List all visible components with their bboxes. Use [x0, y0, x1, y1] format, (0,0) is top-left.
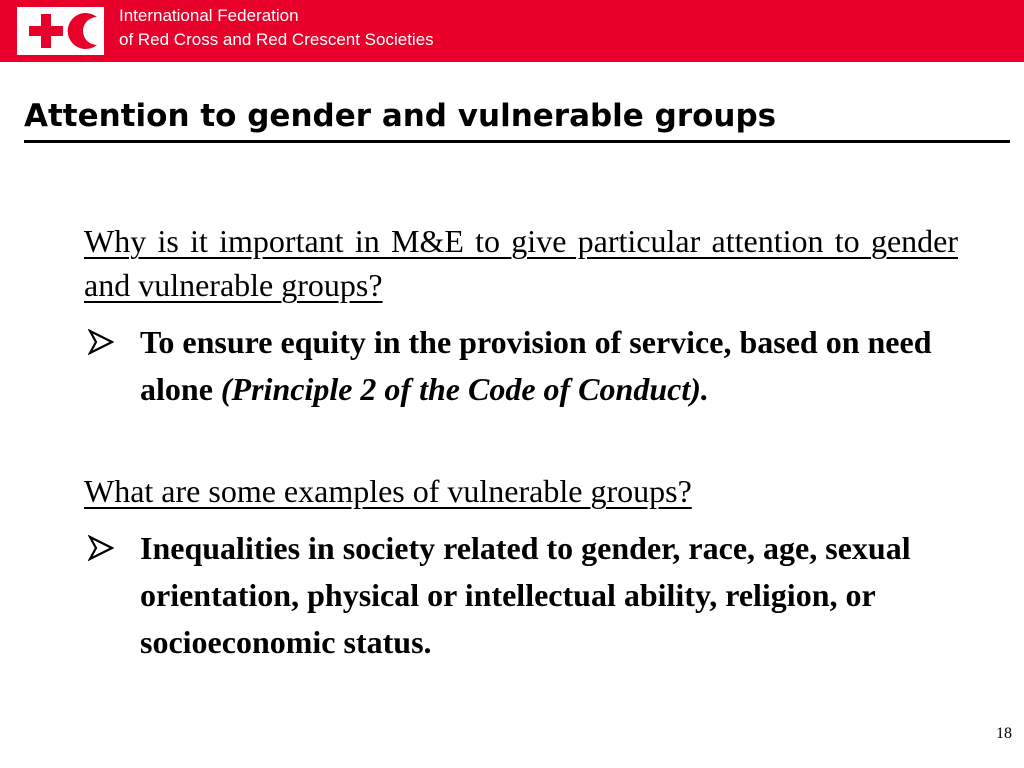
red-cross-red-crescent-icon	[17, 7, 104, 55]
bullet-equity-citation: (Principle 2 of the Code of Conduct).	[220, 371, 709, 407]
arrow-bullet-icon	[88, 329, 114, 355]
organization-name	[119, 4, 434, 52]
bullet-inequalities-text: Inequalities in society related to gender, race, age, sexual orientation, physical or intellectual ability, religion, or socioeconomic status.	[140, 530, 911, 660]
bullet-equity-text: To ensure equity in the provision of service, based on need alone	[140, 324, 932, 407]
bullet-inequalities	[84, 525, 940, 666]
slide-content	[84, 219, 958, 666]
org-name-line-2: of Red Cross and Red Crescent Societies	[119, 30, 434, 49]
org-name-line-1: International Federation	[119, 6, 299, 25]
page-number: 18	[996, 725, 1012, 742]
bullet-equity	[84, 319, 940, 413]
question-vulnerable-groups: What are some examples of vulnerable groups?	[84, 473, 692, 509]
question-why-important: Why is it important in M&E to give particular attention to gender and vulnerable groups?	[84, 223, 958, 303]
title-underline	[24, 140, 1010, 143]
header-bar	[0, 0, 1024, 62]
slide-title: Attention to gender and vulnerable groups	[24, 98, 777, 134]
arrow-bullet-icon	[88, 535, 114, 561]
ifrc-logo	[17, 7, 104, 55]
